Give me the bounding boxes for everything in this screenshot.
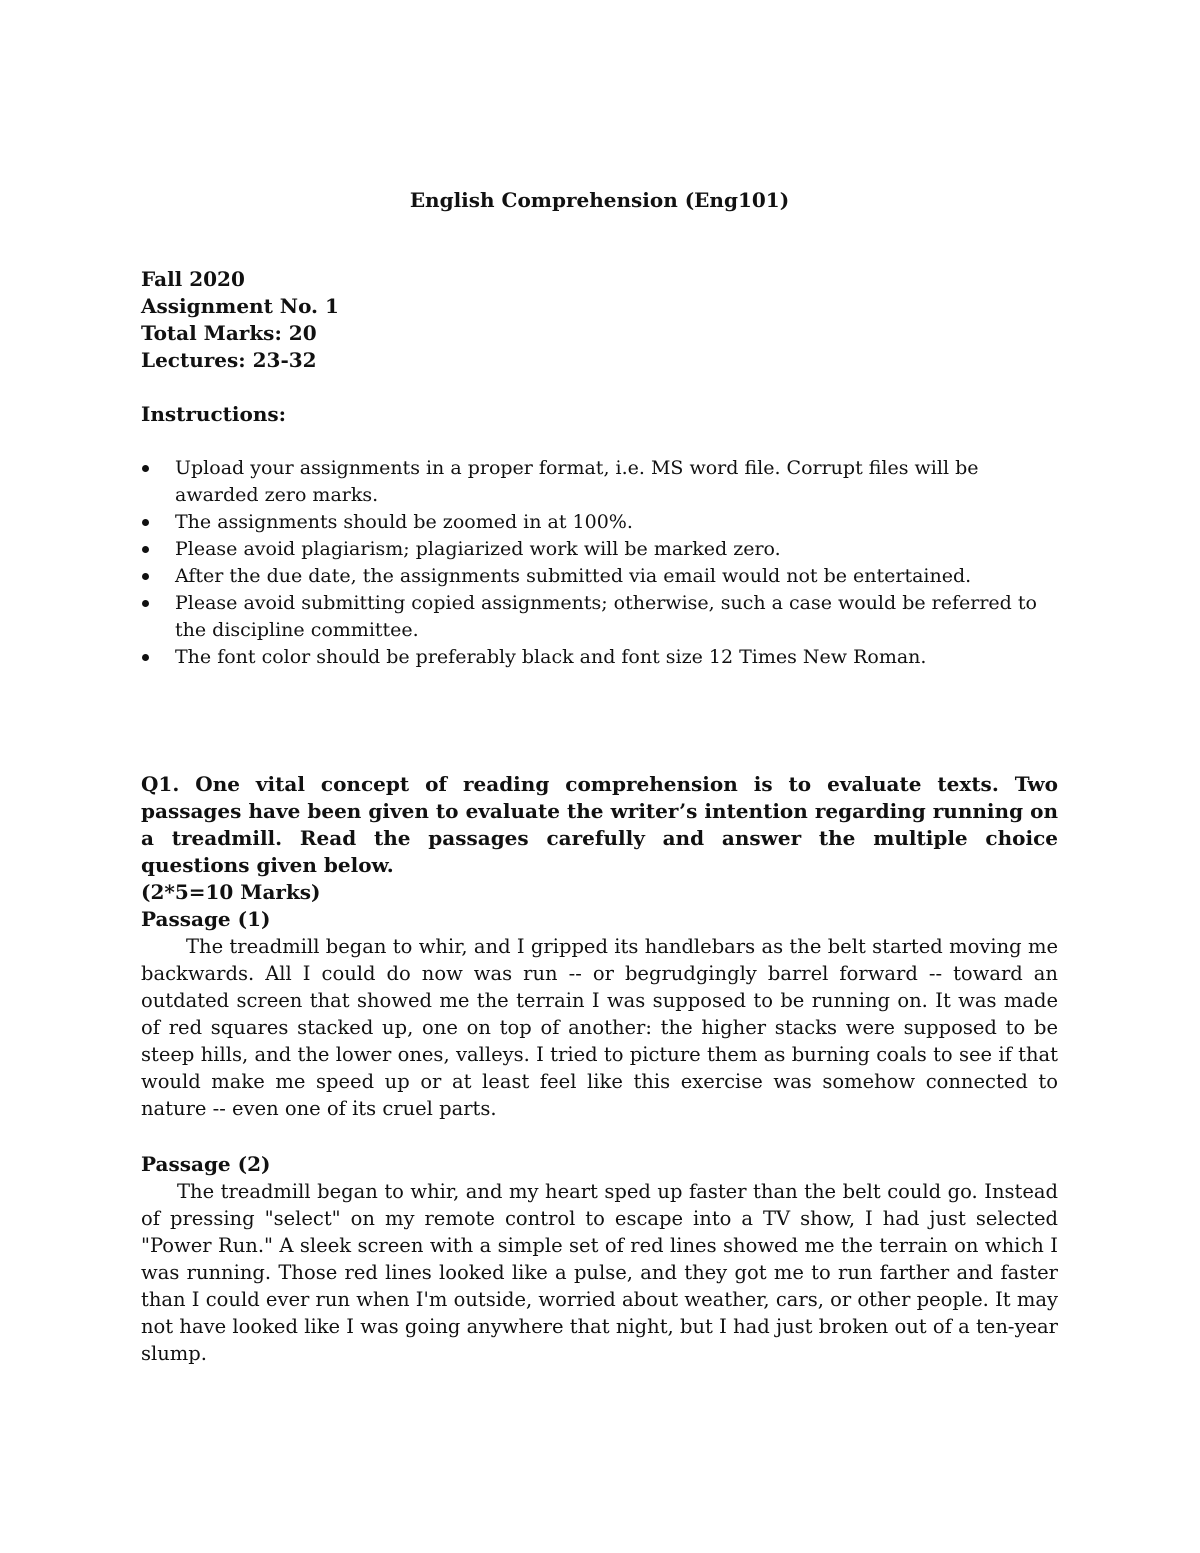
semester-label: Fall 2020 xyxy=(141,267,245,291)
document-page xyxy=(141,0,1058,1553)
instruction-item: Upload your assignments in a proper format, i.e. MS word file. Corrupt files will be awarded zero marks. xyxy=(141,455,1058,509)
assignment-meta xyxy=(141,266,339,374)
assignment-number: Assignment No. 1 xyxy=(141,294,339,318)
instruction-item: The font color should be preferably black and font size 12 Times New Roman. xyxy=(141,644,1058,671)
question-1 xyxy=(141,771,1058,906)
lectures-range: Lectures: 23-32 xyxy=(141,348,317,372)
instruction-item: Please avoid plagiarism; plagiarized work will be marked zero. xyxy=(141,536,1058,563)
instruction-item: Please avoid submitting copied assignments; otherwise, such a case would be referred to the discipline committee. xyxy=(141,590,1058,644)
instructions-heading: Instructions: xyxy=(141,402,287,426)
instruction-item: After the due date, the assignments submitted via email would not be entertained. xyxy=(141,563,1058,590)
total-marks: Total Marks: 20 xyxy=(141,321,317,345)
passage-1-heading: Passage (1) xyxy=(141,907,271,931)
passage-2-heading: Passage (2) xyxy=(141,1152,271,1176)
document-title: English Comprehension (Eng101) xyxy=(409,188,790,212)
instructions-list xyxy=(141,455,1058,671)
question-marks: (2*5=10 Marks) xyxy=(141,880,321,904)
passage-1-text: The treadmill began to whir, and I gripped its handlebars as the belt started moving me backwards. All I could do now was run -- or begrudgingly barrel forward -- toward an outdated screen that showed me the terrain I was supposed to be running on. It was made of red squares stacked up, one on top of another: the higher stacks were supposed to be steep hills, and the lower ones, valleys. I tried to picture them as burning coals to see if that would make me speed up or at least feel like this exercise was somehow connected to nature -- even one of its cruel parts. xyxy=(141,935,1058,1120)
passage-2-text: The treadmill began to whir, and my heart sped up faster than the belt could go. Instead of pressing "select" on my remote control to escape into a TV show, I had just selected "Power Run." A sleek screen with a simple set of red lines showed me the terrain on which I was running. Those red lines looked like a pulse, and they got me to run farther and faster than I could ever run when I'm outside, worried about weather, cars, or other people. It may not have looked like I was going anywhere that night, but I had just broken out of a ten-year slump. xyxy=(141,1180,1058,1365)
question-text: Q1. One vital concept of reading comprehension is to evaluate texts. Two passages have been given to evaluate the writer’s intention regarding running on a treadmill. Read the passages carefully and answer the multiple choice questions given below. xyxy=(141,772,1058,877)
instruction-item: The assignments should be zoomed in at 100%. xyxy=(141,509,1058,536)
